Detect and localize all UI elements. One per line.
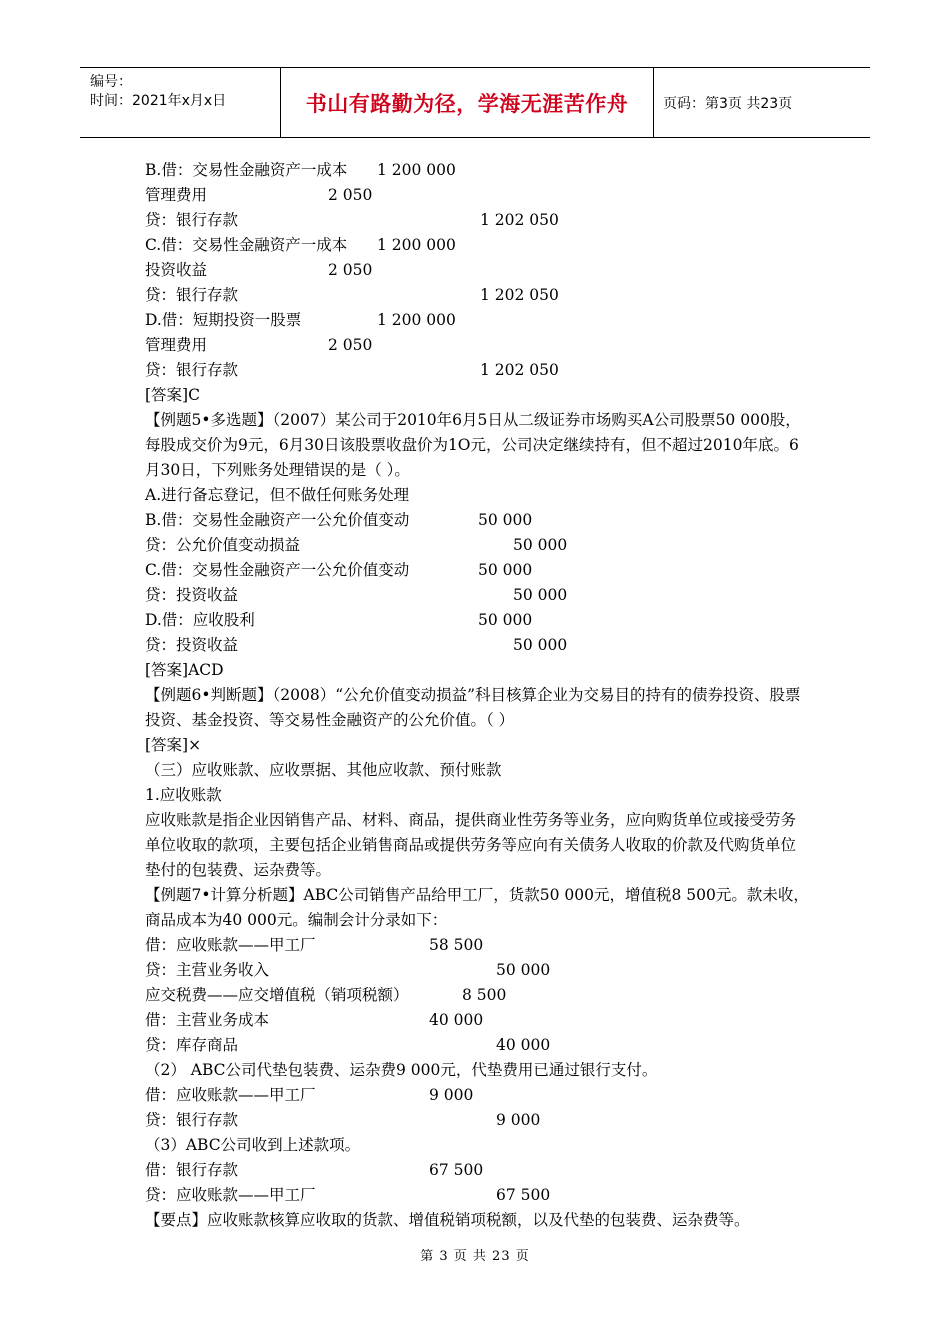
journal-entry-line [145, 1033, 810, 1058]
text-line [145, 808, 810, 883]
line-amount: 67 500 [429, 1161, 484, 1179]
text-line [145, 1058, 810, 1083]
line-amount: 40 000 [496, 1036, 551, 1054]
text-line [145, 683, 810, 733]
line-amount: 50 000 [478, 561, 533, 579]
document-body [145, 158, 810, 1233]
line-text: 【例题5•多选题】（2007）某公司于2010年6月5日从二级证券市场购买A公司股票50 000股，每股成交价为9元，6月30日该股票收盘价为1O元，公司决定继续持有，但不超过2010年底。6月30日，下列账务处理错误的是（ ）。 [145, 411, 801, 479]
journal-entry-line [145, 933, 810, 958]
line-text: 【例题7•计算分析题】ABC公司销售产品给甲工厂，货款50 000元，增值税8 500元。款未收，商品成本为40 000元。编制会计分录如下： [145, 886, 809, 929]
line-text: C.借：交易性金融资产一成本 [145, 236, 348, 254]
line-amount: 1 202 050 [480, 211, 559, 229]
journal-entry-line [145, 183, 810, 208]
line-text: 应收账款是指企业因销售产品、材料、商品，提供商业性劳务等业务，应向购货单位或接受劳务单位收取的款项，主要包括企业销售商品或提供劳务等应向有关债务人收取的价款及代购货单位垫付的包装费、运杂费等。 [145, 811, 797, 879]
journal-entry-line [145, 283, 810, 308]
line-text: D.借：应收股利 [145, 611, 255, 629]
journal-entry-line [145, 333, 810, 358]
journal-entry-line [145, 633, 810, 658]
line-text: 借：应收账款——甲工厂 [145, 1086, 316, 1104]
line-text: 贷：银行存款 [145, 286, 239, 304]
line-amount: 1 202 050 [480, 361, 559, 379]
line-text: 贷：银行存款 [145, 211, 239, 229]
header-page-info: 页码：第3页 共23页 [663, 95, 793, 112]
journal-entry-line [145, 258, 810, 283]
text-line [145, 383, 810, 408]
line-text: 贷：主营业务收入 [145, 961, 270, 979]
line-text: D.借：短期投资一股票 [145, 311, 302, 329]
journal-entry-line [145, 1183, 810, 1208]
line-text: 贷：应收账款——甲工厂 [145, 1186, 316, 1204]
document-time: 时间：2021年x月x日 [90, 93, 227, 109]
journal-entry-line [145, 558, 810, 583]
line-text: 贷：公允价值变动损益 [145, 536, 301, 554]
line-text: 【例题6•判断题】（2008）“公允价值变动损益”科目核算企业为交易目的持有的债券投资、股票投资、基金投资、等交易性金融资产的公允价值。（ ） [145, 686, 801, 729]
line-text: 借：应收账款——甲工厂 [145, 936, 316, 954]
line-amount: 58 500 [429, 936, 484, 954]
line-amount: 50 000 [478, 611, 533, 629]
line-text: 管理费用 [145, 336, 208, 354]
line-amount: 40 000 [429, 1011, 484, 1029]
line-amount: 2 050 [328, 261, 373, 279]
text-line [145, 483, 810, 508]
line-amount: 50 000 [496, 961, 551, 979]
line-amount: 50 000 [478, 511, 533, 529]
line-text: （三）应收账款、应收票据、其他应收款、预付账款 [145, 761, 502, 779]
header-motto: 书山有路勤为径，学海无涯苦作舟 [281, 68, 654, 137]
document-number-label: 编号： [90, 74, 132, 90]
line-text: 【要点】应收账款核算应收取的货款、增值税销项税额，以及代垫的包装费、运杂费等。 [145, 1211, 750, 1229]
page-footer: 第 3 页 共 23 页 [420, 1249, 530, 1264]
text-line [145, 733, 810, 758]
line-text: A.进行备忘登记，但不做任何账务处理 [145, 486, 410, 504]
line-text: [答案]ACD [145, 661, 224, 679]
line-amount: 1 200 000 [377, 161, 456, 179]
line-text: 投资收益 [145, 261, 208, 279]
line-text: C.借：交易性金融资产一公允价值变动 [145, 561, 410, 579]
journal-entry-line [145, 608, 810, 633]
text-line [145, 1208, 810, 1233]
journal-entry-line [145, 583, 810, 608]
text-line [145, 758, 810, 783]
line-amount: 1 200 000 [377, 236, 456, 254]
line-text: （3）ABC公司收到上述款项。 [145, 1136, 361, 1154]
journal-entry-line [145, 1083, 810, 1108]
text-line [145, 1133, 810, 1158]
line-amount: 9 000 [496, 1111, 541, 1129]
line-text: B.借：交易性金融资产一公允价值变动 [145, 511, 410, 529]
journal-entry-line [145, 1158, 810, 1183]
line-text: [答案]× [145, 736, 202, 754]
journal-entry-line [145, 958, 810, 983]
line-amount: 50 000 [513, 636, 568, 654]
line-amount: 1 200 000 [377, 311, 456, 329]
journal-entry-line [145, 308, 810, 333]
journal-entry-line [145, 533, 810, 558]
journal-entry-line [145, 983, 810, 1008]
text-line [145, 408, 810, 483]
journal-entry-line [145, 358, 810, 383]
line-amount: 2 050 [328, 336, 373, 354]
line-text: 借：主营业务成本 [145, 1011, 270, 1029]
text-line [145, 658, 810, 683]
line-text: 贷：投资收益 [145, 636, 239, 654]
header-table [80, 67, 870, 138]
line-text: 1.应收账款 [145, 786, 222, 804]
journal-entry-line [145, 208, 810, 233]
line-amount: 1 202 050 [480, 286, 559, 304]
line-text: （2） ABC公司代垫包装费、运杂费9 000元，代垫费用已通过银行支付。 [145, 1061, 658, 1079]
line-text: 贷：投资收益 [145, 586, 239, 604]
header-meta [80, 68, 281, 137]
text-line [145, 783, 810, 808]
line-amount: 9 000 [429, 1086, 474, 1104]
line-amount: 50 000 [513, 586, 568, 604]
journal-entry-line [145, 233, 810, 258]
journal-entry-line [145, 508, 810, 533]
line-text: 贷：银行存款 [145, 1111, 239, 1129]
line-text: 贷：银行存款 [145, 361, 239, 379]
line-text: 借：银行存款 [145, 1161, 239, 1179]
line-text: 应交税费——应交增值税（销项税额） [145, 986, 409, 1004]
line-text: B.借：交易性金融资产一成本 [145, 161, 348, 179]
journal-entry-line [145, 1008, 810, 1033]
line-text: 贷：库存商品 [145, 1036, 239, 1054]
line-amount: 67 500 [496, 1186, 551, 1204]
line-amount: 8 500 [462, 986, 507, 1004]
line-amount: 2 050 [328, 186, 373, 204]
journal-entry-line [145, 158, 810, 183]
line-text: [答案]C [145, 386, 200, 404]
journal-entry-line [145, 1108, 810, 1133]
line-text: 管理费用 [145, 186, 208, 204]
line-amount: 50 000 [513, 536, 568, 554]
text-line [145, 883, 810, 933]
